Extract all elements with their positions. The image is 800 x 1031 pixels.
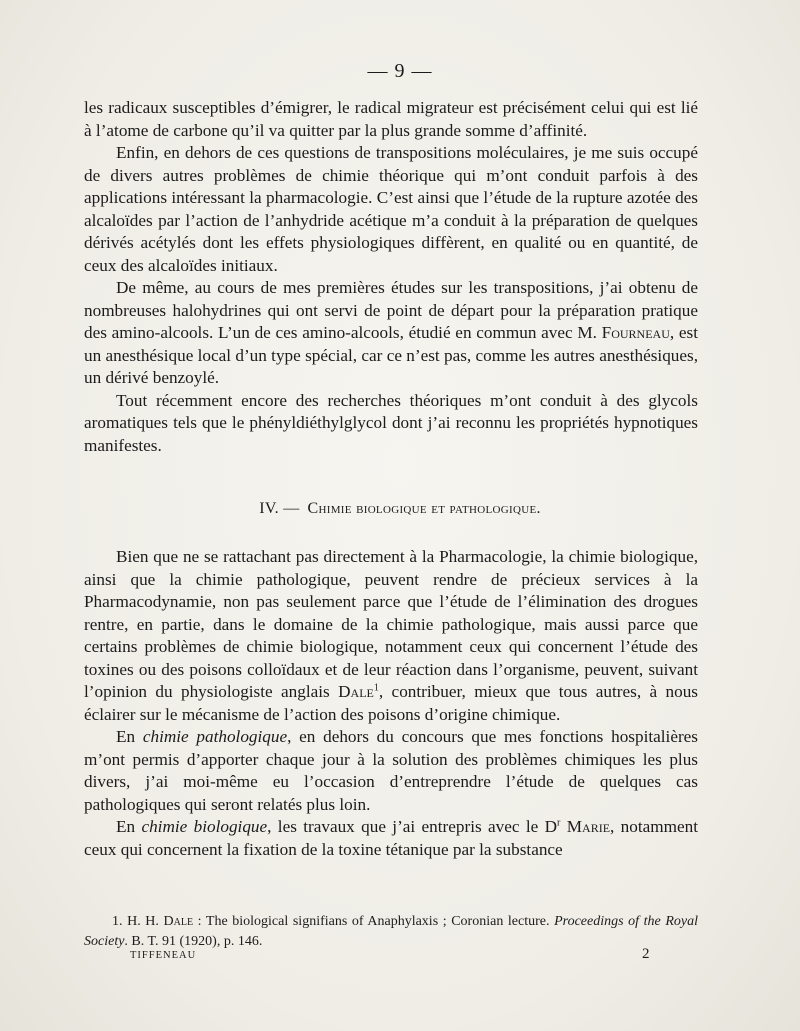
footnote-part: : The biological signifians of Anaphylaxis ; Coronian lecture. [193, 914, 555, 929]
footnote-part: . B. T. 91 (1920), p. 146. [124, 934, 263, 949]
footnote-marker: 1 [373, 682, 379, 694]
footnote-text [84, 912, 698, 952]
paragraph-text: En [116, 817, 142, 836]
footnote [84, 912, 698, 952]
paragraph-text: , est un anesthésique local d’un type spécial, car ce n’est pas, comme les autres anesthésiques, un dérivé benzoylé. [84, 323, 699, 387]
footnote-author: Dale [163, 914, 194, 929]
paragraph-transpositions: Enfin, en dehors de ces questions de transpositions moléculaires, je me suis occupé de divers autres problèmes de chimie théorique qui m’ont conduit parfois à des applications intéressant la pharmacologie. C’est ainsi que l’étude de la rupture azotée des alcaloïdes par l’action de l’anhydride acétique m’a conduit à la préparation de quelques dérivés acétylés dont les effets physiologiques diffèrent, en qualité ou en quantité, de ceux des alcaloïdes initiaux. [84, 143, 698, 275]
emphasis-chimie-pathologique: chimie pathologique [142, 727, 288, 746]
paragraph-text: En [116, 727, 143, 746]
section-title: Chimie biologique et pathologique. [307, 500, 541, 517]
paragraph-chimie-pathologique [84, 726, 698, 816]
paragraph-text: , contribuer, mieux que tous autres, à nous éclairer sur le mécanisme de l’action des poisons d’origine chimique. [84, 682, 698, 724]
paragraph-chimie-biologique [84, 816, 698, 861]
paragraph-text: De même, au cours de mes premières études sur les transpositions, j’ai obtenu de nombreuses halohydrines qui ont servi de point de départ pour la préparation pratique des amino-alcools. L’un de ces amino-alcools, étudié en commun avec M. [84, 278, 698, 342]
printer-signature: TIFFENEAU [130, 950, 197, 961]
author-name-fourneau: Fourneau [601, 323, 670, 342]
text-block-lower [84, 546, 698, 861]
author-name-marie: Marie [566, 817, 611, 836]
text-block-upper [84, 97, 698, 457]
paragraph-text: Bien que ne se rattachant pas directement à la Pharmacologie, la chimie biologique, ainsi que la chimie pathologique, peuvent rendre de précieux services à la Pharmacodynamie, non pas seulement parce que l’étude de l’élimination des drogues rentre, en partie, dans le domaine de la chimie pathologique, mais aussi parce que certains problèmes de chimie biologique, notamment ceux qui concernent l’étude des toxines ou des poisons colloïdaux et de leur réaction dans l’organisme, peuvent, suivant l’opinion du physiologiste anglais [84, 547, 698, 701]
paragraph-biologique-intro [84, 546, 698, 726]
page-number: — 9 — [367, 60, 433, 82]
paragraph-glycols: Tout récemment encore des recherches théoriques m’ont conduit à des glycols aromatiques tels que le phényldiéthylglycol dont j’ai reconnu les propriétés hypnotiques manifestes. [84, 390, 698, 455]
paragraph-text: , notamment ceux qui concernent la fixation de la toxine tétanique par la substance [84, 817, 699, 859]
author-name-dale: Dale [338, 682, 374, 701]
paragraph-continuation: les radicaux susceptibles d’émigrer, le radical migrateur est précisément celui qui est lié à l’atome de carbone qu’il va quitter par la plus grande somme d’affinité. [84, 98, 698, 140]
section-heading [0, 500, 800, 518]
paragraph-halohydrines [84, 277, 698, 390]
paragraph-text: , les travaux que j’ai entrepris avec le D [267, 817, 558, 836]
emphasis-chimie-biologique: chimie biologique [141, 817, 268, 836]
paragraph-text: , en dehors du concours que mes fonctions hospitalières m’ont permis d’apporter chaque jour à la solution des problèmes chimiques les plus divers, j’ai moi-même eu l’occasion d’entreprendre l’étude de quelques cas pathologiques qui seront relatés plus loin. [84, 727, 698, 814]
sheet-number: 2 [642, 946, 650, 962]
footnote-part: 1. H. H. [112, 914, 164, 929]
footnote-journal: Proceedings of the Royal Society [84, 914, 699, 949]
section-number: IV. — [259, 500, 300, 517]
title-superscript: r [557, 817, 561, 829]
